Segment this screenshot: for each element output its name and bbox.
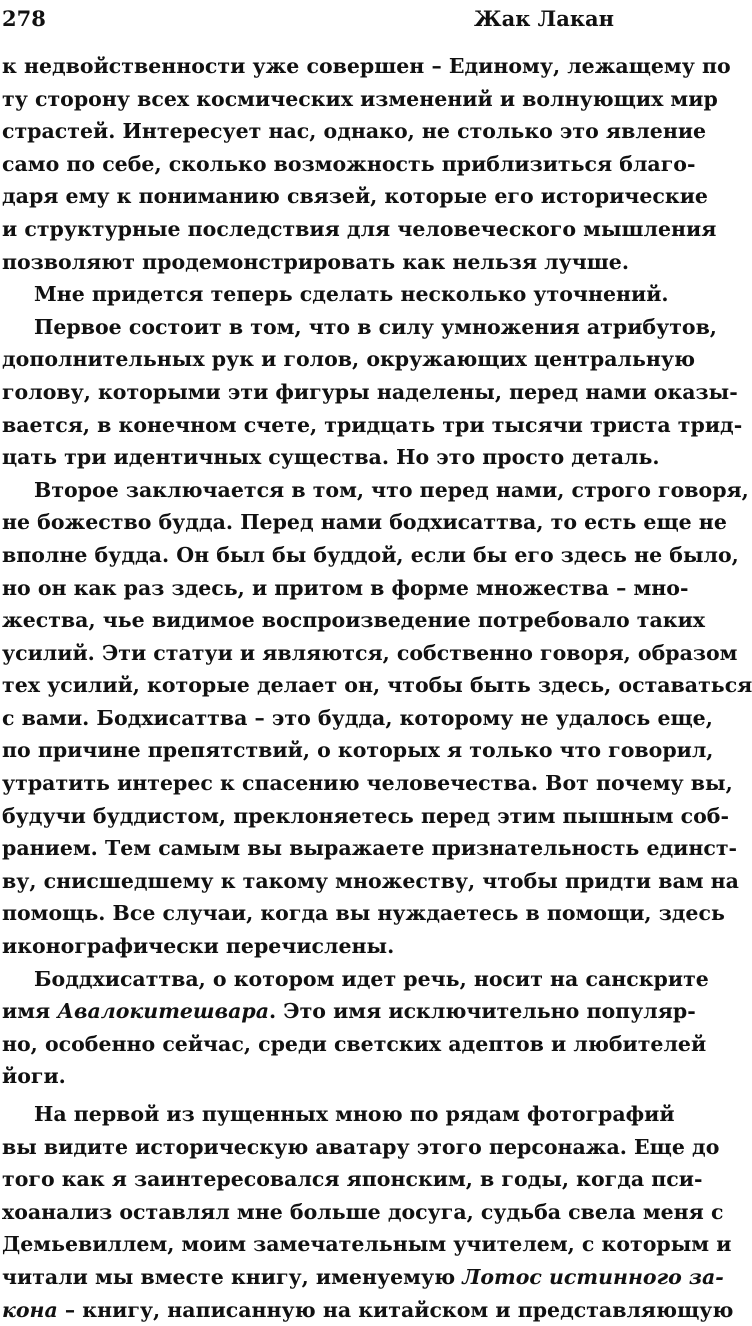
text-segment: позволяют продемонстрировать как нельзя лучше.: [2, 249, 629, 274]
text-segment: иконографически перечислены.: [2, 934, 395, 959]
text-segment: но он как раз здесь, и притом в форме множества – мно-: [2, 575, 689, 600]
text-segment: помощь. Все случаи, когда вы нуждаетесь в помощи, здесь: [2, 901, 725, 926]
text-line: [2, 115, 707, 148]
text-line: [2, 1098, 675, 1131]
text-line: [2, 897, 725, 930]
italic-segment: кона: [2, 1297, 58, 1322]
text-segment: к недвойственности уже совершен – Единому, лежащему по: [2, 54, 731, 78]
body-text: [2, 50, 752, 1326]
text-segment: тех усилий, которые делает он, чтобы быть здесь, оставаться: [2, 673, 752, 698]
text-segment: ранием. Тем самым вы выражаете признательность единст-: [2, 836, 738, 861]
text-segment: Второе заключается в том, что перед нами, строго говоря,: [34, 477, 749, 502]
text-segment: само по себе, сколько возможность приблизиться благо-: [2, 151, 696, 176]
running-head: [2, 4, 614, 34]
text-segment: цать три идентичных существа. Но это просто деталь.: [2, 445, 660, 470]
text-segment: ву, снисшедшему к такому множеству, чтобы придти вам на: [2, 868, 739, 893]
text-segment: голову, которыми эти фигуры наделены, перед нами оказы-: [2, 379, 738, 404]
text-line: [2, 83, 718, 116]
text-line: [2, 832, 738, 865]
text-line: [2, 506, 727, 539]
text-segment: страстей. Интересует нас, однако, не столько это явление: [2, 119, 707, 144]
text-segment: йоги.: [2, 1064, 66, 1089]
text-segment: даря ему к пониманию связей, которые его исторические: [2, 184, 708, 209]
text-line: [2, 180, 708, 213]
text-segment: усилий. Эти статуи и являются, собственно говоря, образом: [2, 640, 738, 665]
text-segment: . Это имя исключительно популяр-: [268, 999, 696, 1024]
text-line: [2, 148, 696, 181]
text-segment: – книгу, написанную на китайском и представляющую: [57, 1297, 734, 1322]
text-line: [2, 702, 713, 735]
text-line: [2, 376, 738, 409]
text-segment: На первой из пущенных мною по рядам фотографий: [34, 1102, 675, 1126]
text-line: [2, 734, 714, 767]
text-segment: Мне придется теперь сделать несколько уточнений.: [34, 282, 669, 307]
text-segment: с вами. Бодхисаттва – это будда, которому не удалось еще,: [2, 705, 713, 730]
text-line: [2, 800, 729, 833]
text-segment: не божество будда. Перед нами бодхисаттва, то есть еще не: [2, 510, 727, 535]
text-line: [2, 1060, 616, 1093]
text-line: [2, 1196, 724, 1229]
text-line: [2, 963, 709, 996]
text-line: [2, 1261, 724, 1294]
text-line: [2, 311, 717, 344]
text-segment: вы видите историческую аватару этого персонажа. Еще до: [2, 1134, 720, 1159]
text-segment: имя: [2, 999, 58, 1024]
text-line: [2, 343, 696, 376]
running-title: Жак Лакан: [474, 6, 614, 31]
text-segment: Первое состоит в том, что в силу умножения атрибутов,: [34, 314, 717, 339]
text-line: [2, 930, 616, 963]
text-segment: но, особенно сейчас, среди светских адептов и любителей: [2, 1031, 707, 1056]
text-line: [2, 1131, 720, 1164]
italic-segment: Авалокитешвара: [57, 999, 269, 1024]
text-line: [2, 572, 689, 605]
text-line: [2, 865, 739, 898]
text-line: [2, 409, 743, 442]
text-line: [2, 246, 629, 279]
text-line: [2, 213, 717, 246]
text-segment: того как я заинтересовался японским, в годы, когда пси-: [2, 1167, 703, 1192]
text-segment: жества, чье видимое воспроизведение потребовало таких: [2, 608, 705, 633]
text-line: [2, 1028, 707, 1061]
italic-segment: Лотос истинного за-: [462, 1264, 724, 1289]
text-segment: вается, в конечном счете, тридцать три тысячи триста трид-: [2, 412, 743, 437]
text-segment: хоанализ оставлял мне больше досуга, судьба свела меня с: [2, 1199, 724, 1224]
text-segment: вполне будда. Он был бы буддой, если бы его здесь не было,: [2, 542, 739, 567]
text-line: [2, 1228, 732, 1261]
text-segment: утратить интерес к спасению человечества. Вот почему вы,: [2, 771, 733, 796]
text-line: [2, 1163, 703, 1196]
text-line: [2, 669, 752, 702]
text-segment: и структурные последствия для человеческого мышления: [2, 216, 717, 241]
text-segment: по причине препятствий, о которых я только что говорил,: [2, 738, 714, 763]
text-line: [2, 767, 733, 800]
text-line: [2, 604, 705, 637]
text-line: [2, 441, 660, 474]
text-line: [2, 637, 738, 670]
page-number: 278: [2, 6, 46, 31]
text-line: [2, 1294, 734, 1326]
text-line: [2, 995, 696, 1028]
text-segment: Демьевиллем, моим замечательным учителем, с которым и: [2, 1232, 732, 1257]
text-segment: Боддхисаттва, о котором идет речь, носит на санскрите: [34, 966, 709, 991]
text-segment: дополнительных рук и голов, окружающих центральную: [2, 347, 696, 372]
text-line: [2, 278, 669, 311]
text-line: [2, 50, 731, 83]
text-line: [2, 474, 749, 507]
text-segment: будучи буддистом, преклоняетесь перед этим пышным соб-: [2, 803, 729, 828]
text-line: [2, 539, 739, 572]
text-segment: читали мы вместе книгу, именуемую: [2, 1264, 463, 1289]
text-segment: ту сторону всех космических изменений и волнующих мир: [2, 86, 718, 111]
